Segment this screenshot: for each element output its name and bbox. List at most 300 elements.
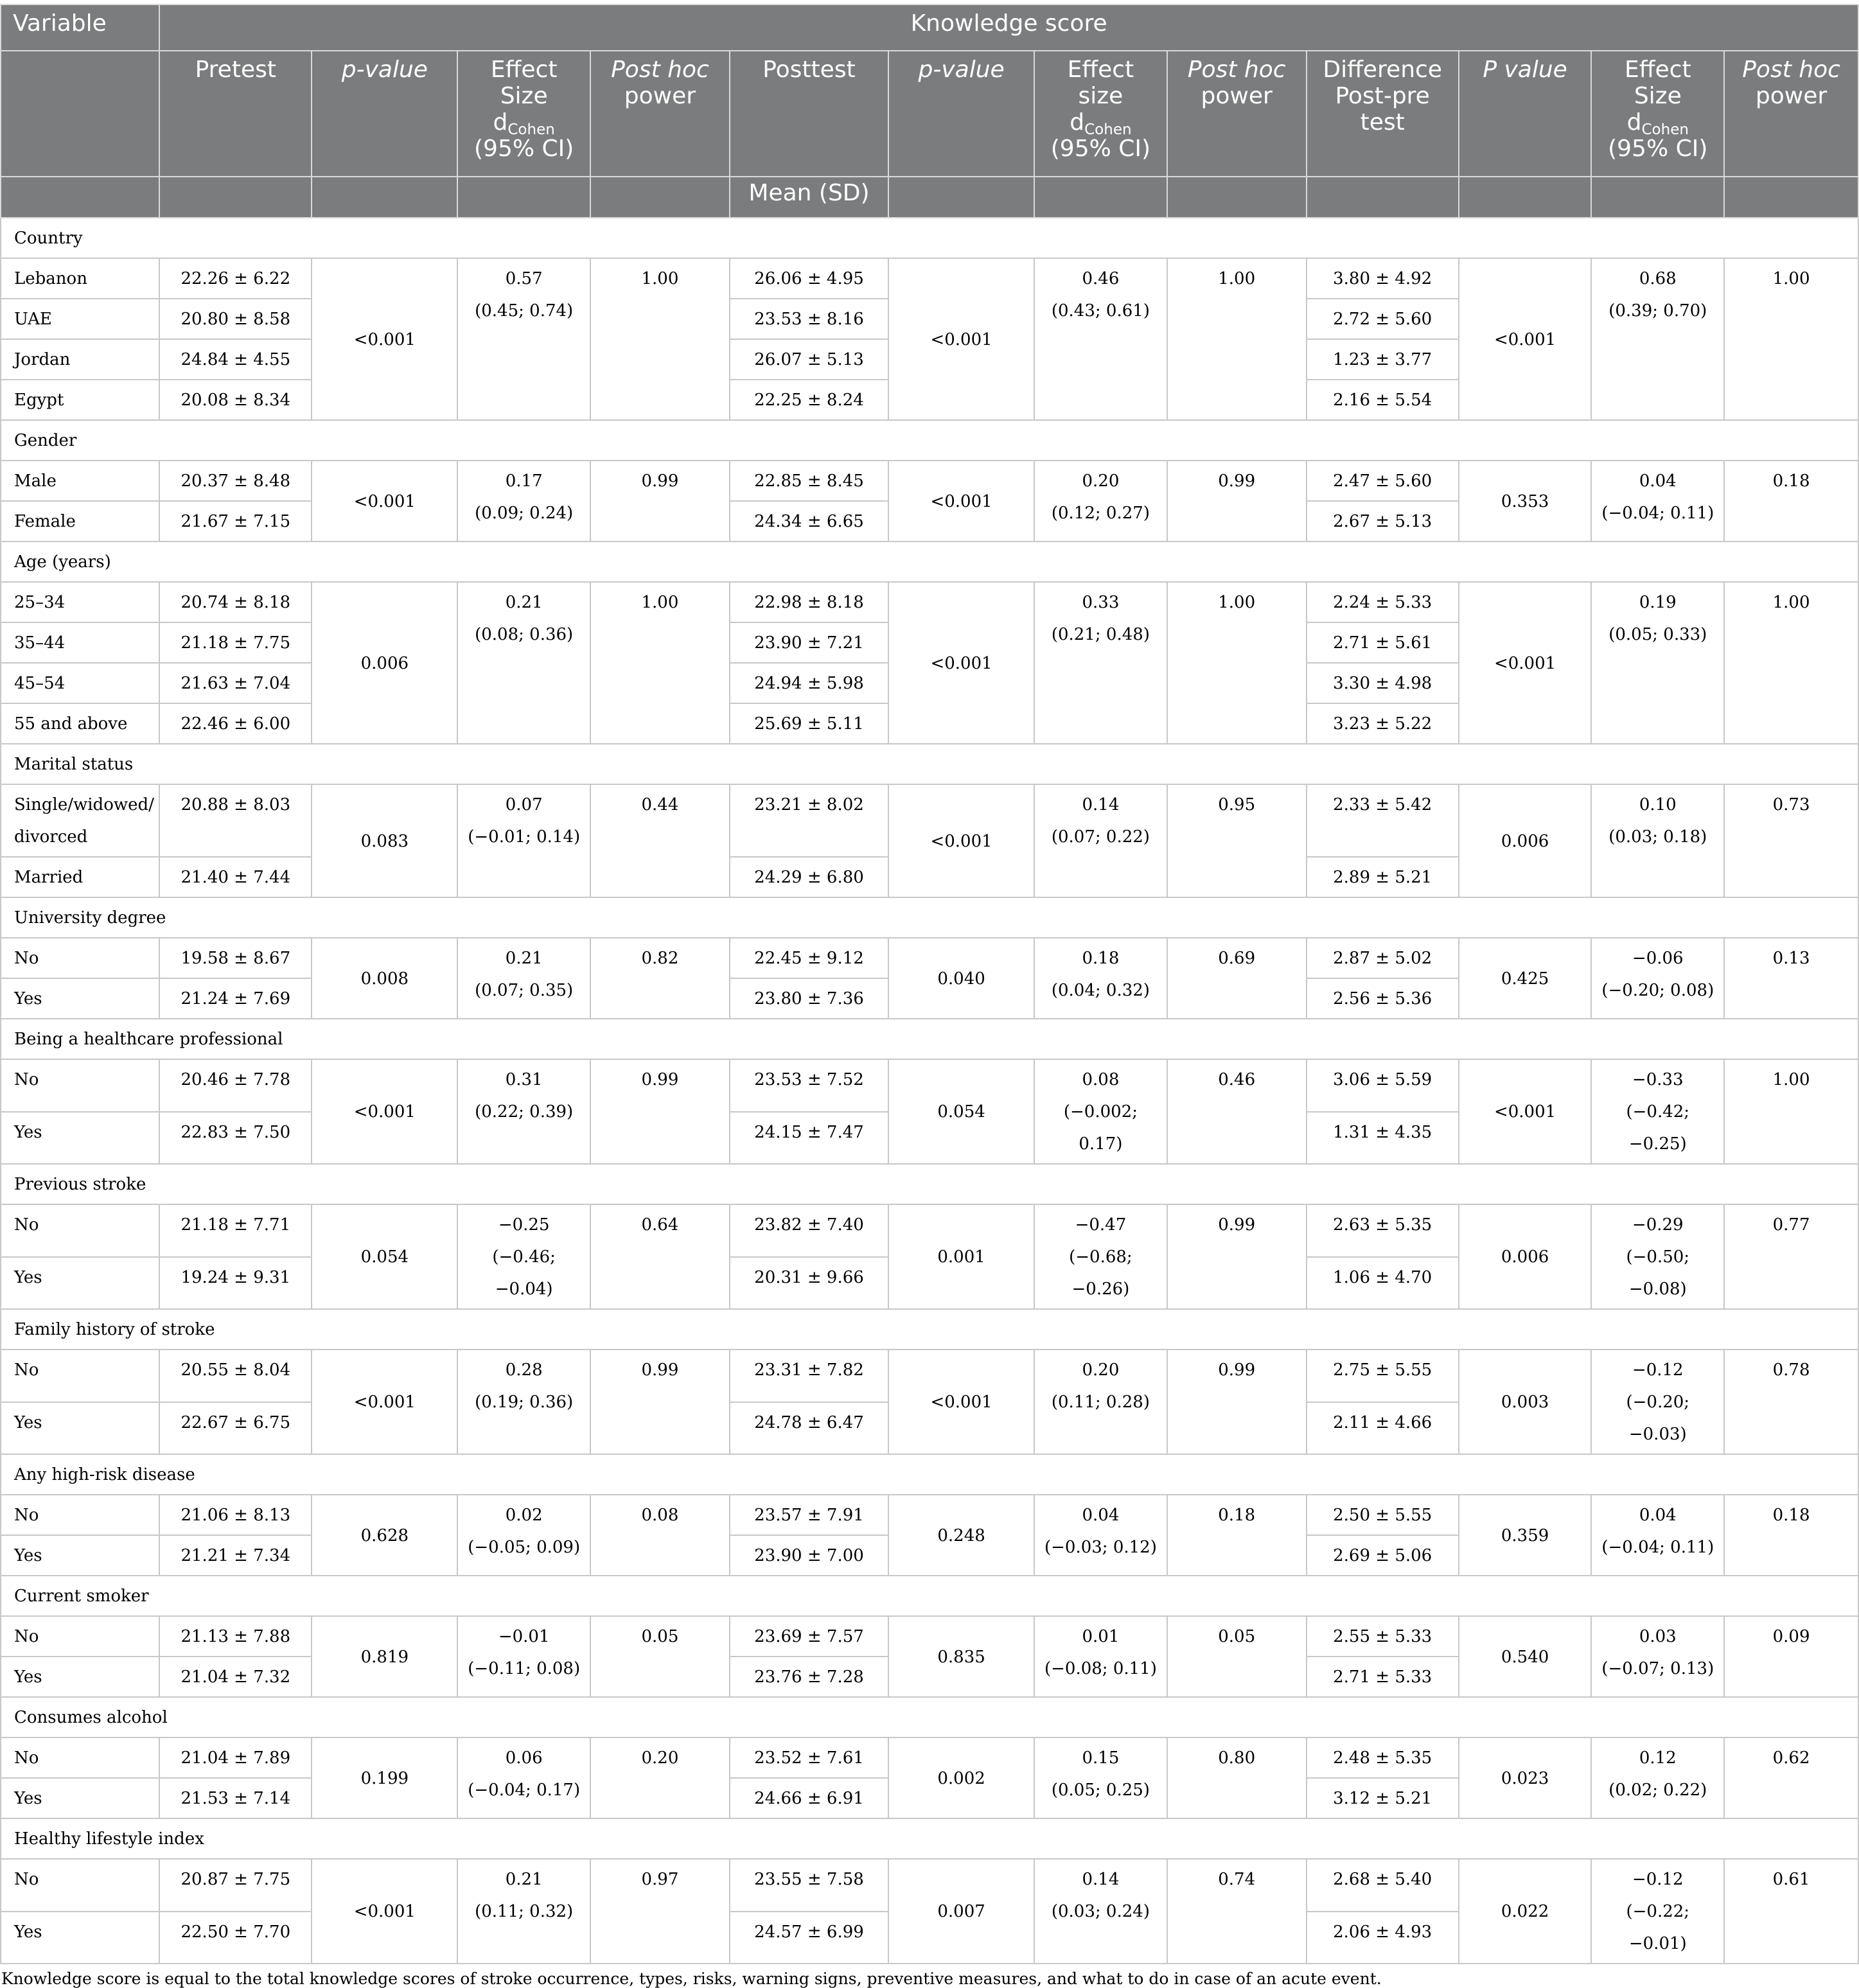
pretest-value: 20.08 ± 8.34	[159, 380, 312, 420]
pretest-value: 21.18 ± 7.71	[159, 1204, 312, 1257]
difference-effect-size-line: −0.25)	[1628, 1134, 1687, 1154]
posttest-effect-size-line: (−0.08; 0.11)	[1044, 1659, 1157, 1678]
blank-header	[312, 177, 457, 218]
posttest-effect-size-line: 0.08	[1082, 1070, 1120, 1089]
difference-value: 2.87 ± 5.02	[1307, 938, 1459, 978]
table-row	[1, 258, 1858, 299]
posttest-value: 24.29 ± 6.80	[730, 857, 888, 897]
difference-pvalue: 0.353	[1459, 461, 1592, 541]
pretest-pvalue-header	[312, 51, 457, 177]
pretest-value: 22.26 ± 6.22	[159, 258, 312, 299]
d-label: d	[493, 109, 508, 136]
blank-header	[1724, 177, 1858, 218]
difference-value: 2.06 ± 4.93	[1307, 1912, 1459, 1964]
difference-effect-size	[1591, 1059, 1724, 1164]
pretest-value: 21.04 ± 7.32	[159, 1657, 312, 1697]
section-title: University degree	[1, 897, 1858, 938]
pretest-effect-size-line: (−0.04; 0.17)	[468, 1781, 581, 1800]
pretest-value: 21.40 ± 7.44	[159, 857, 312, 897]
posttest-effect-size	[1034, 1350, 1167, 1454]
row-label: No	[1, 938, 159, 978]
size-line: Size	[500, 83, 548, 109]
pretest-effect-size-line: (0.09; 0.24)	[475, 504, 574, 523]
section-header-row	[1, 1697, 1858, 1737]
pretest-power: 0.82	[590, 938, 730, 1019]
pretest-effect-size	[457, 1737, 590, 1818]
table-row	[1, 461, 1858, 501]
difference-effect-size	[1591, 938, 1724, 1019]
row-label-line: divorced	[14, 827, 88, 847]
variable-header: Variable	[1, 4, 159, 51]
difference-effect-size	[1591, 1737, 1724, 1818]
blank-header	[888, 177, 1034, 218]
difference-effect-size-header	[1591, 51, 1724, 177]
posttest-effect-size-line: 0.15	[1082, 1748, 1120, 1768]
pvalue-label: P value	[1483, 57, 1567, 83]
posttest-effect-size	[1034, 784, 1167, 897]
difference-value: 2.75 ± 5.55	[1307, 1350, 1459, 1402]
pretest-value: 20.80 ± 8.58	[159, 299, 312, 339]
pretest-effect-size	[457, 1059, 590, 1164]
posttest-effect-size-line: (−0.68;	[1069, 1247, 1132, 1267]
section-header-row	[1, 1309, 1858, 1350]
difference-effect-size	[1591, 1204, 1724, 1309]
difference-value: 2.24 ± 5.33	[1307, 582, 1459, 622]
pretest-effect-size	[457, 461, 590, 541]
difference-pvalue: 0.022	[1459, 1859, 1592, 1964]
table-header	[1, 4, 1858, 218]
blank-header	[1307, 177, 1459, 218]
difference-effect-size-line: (−0.20;	[1626, 1393, 1690, 1412]
pretest-power: 1.00	[590, 582, 730, 744]
size-line: Size	[1634, 83, 1682, 109]
difference-effect-size	[1591, 784, 1724, 897]
posttest-effect-size-line: 0.18	[1082, 949, 1120, 968]
knowledge-score-header: Knowledge score	[159, 4, 1858, 51]
posttest-effect-size	[1034, 1737, 1167, 1818]
post-pre-line: Post-pre test	[1335, 83, 1430, 136]
pretest-pvalue: 0.199	[312, 1737, 457, 1818]
table-container	[0, 4, 1859, 1988]
posttest-effect-size-line: (0.11; 0.28)	[1051, 1393, 1150, 1412]
section-header-row	[1, 420, 1858, 461]
pretest-value: 20.74 ± 8.18	[159, 582, 312, 622]
pretest-value: 21.06 ± 8.13	[159, 1495, 312, 1535]
posttest-effect-size-line: (0.03; 0.24)	[1051, 1902, 1150, 1921]
pretest-value: 21.04 ± 7.89	[159, 1737, 312, 1778]
pretest-value: 21.21 ± 7.34	[159, 1535, 312, 1576]
pretest-effect-size-line: 0.17	[505, 471, 543, 491]
posttest-effect-size-line: 0.01	[1082, 1627, 1120, 1646]
difference-value: 2.11 ± 4.66	[1307, 1402, 1459, 1455]
section-title: Gender	[1, 420, 1858, 461]
posttest-effect-size	[1034, 1059, 1167, 1164]
d-line	[462, 109, 586, 136]
difference-value: 3.06 ± 5.59	[1307, 1059, 1459, 1112]
difference-pvalue: 0.003	[1459, 1350, 1592, 1454]
posttest-pvalue: <0.001	[888, 258, 1034, 420]
posttest-power: 0.69	[1167, 938, 1307, 1019]
difference-effect-size-line: −0.01)	[1628, 1934, 1687, 1953]
posttest-effect-size-line: (−0.002; 0.17)	[1063, 1102, 1138, 1154]
row-label: Yes	[1, 1535, 159, 1576]
difference-value: 3.23 ± 5.22	[1307, 703, 1459, 744]
difference-effect-size-line: (−0.04; 0.11)	[1601, 1538, 1714, 1557]
posttest-effect-size-line: 0.14	[1082, 795, 1120, 814]
difference-value: 1.23 ± 3.77	[1307, 339, 1459, 380]
difference-effect-size-line: (0.02; 0.22)	[1608, 1781, 1707, 1800]
row-label: No	[1, 1616, 159, 1657]
difference-power: 1.00	[1724, 258, 1858, 420]
pretest-effect-size-line: (0.08; 0.36)	[475, 625, 574, 644]
posttest-effect-size-line: (0.04; 0.32)	[1051, 981, 1150, 1000]
row-label: 25–34	[1, 582, 159, 622]
pretest-effect-size-line: −0.04)	[495, 1280, 553, 1299]
posttest-power: 0.46	[1167, 1059, 1307, 1164]
pretest-effect-size-line: (−0.05; 0.09)	[468, 1538, 581, 1557]
difference-effect-size-line: 0.19	[1639, 593, 1677, 612]
section-header-row	[1, 1164, 1858, 1204]
posttest-pvalue: 0.007	[888, 1859, 1034, 1964]
difference-pvalue: 0.540	[1459, 1616, 1592, 1697]
posttest-effect-size-line: (0.05; 0.25)	[1051, 1781, 1150, 1800]
posttest-power: 1.00	[1167, 258, 1307, 420]
blank-header	[1591, 177, 1724, 218]
pretest-pvalue: <0.001	[312, 1059, 457, 1164]
pretest-effect-size	[457, 1204, 590, 1309]
difference-power: 0.09	[1724, 1616, 1858, 1697]
pretest-pvalue: 0.819	[312, 1616, 457, 1697]
row-label: Egypt	[1, 380, 159, 420]
posttest-posthoc-header	[1167, 51, 1307, 177]
blank-header	[1459, 177, 1592, 218]
d-label: d	[1070, 109, 1085, 136]
difference-power: 1.00	[1724, 1059, 1858, 1164]
posttest-power: 0.18	[1167, 1495, 1307, 1576]
pretest-power: 1.00	[590, 258, 730, 420]
difference-effect-size-line: (−0.50;	[1626, 1247, 1690, 1267]
section-header-row	[1, 1019, 1858, 1059]
posttest-effect-size-line: (0.21; 0.48)	[1051, 625, 1150, 644]
d-label: d	[1626, 109, 1642, 136]
blank-header	[457, 177, 590, 218]
power-line: power	[1755, 83, 1828, 109]
posttest-effect-size-line: (0.07; 0.22)	[1051, 827, 1150, 847]
posttest-pvalue: <0.001	[888, 461, 1034, 541]
table-row	[1, 1350, 1858, 1402]
table-row	[1, 1859, 1858, 1912]
section-title: Being a healthcare professional	[1, 1019, 1858, 1059]
difference-value: 2.16 ± 5.54	[1307, 380, 1459, 420]
row-label-line: Single/widowed/	[14, 795, 154, 814]
knowledge-score-table	[0, 4, 1859, 1964]
row-label: Male	[1, 461, 159, 501]
posttest-effect-size-line: 0.14	[1082, 1870, 1120, 1889]
posttest-effect-size	[1034, 258, 1167, 420]
posttest-effect-size-line: 0.33	[1082, 593, 1120, 612]
pretest-effect-size	[457, 1350, 590, 1454]
pretest-value: 22.83 ± 7.50	[159, 1112, 312, 1165]
table-row	[1, 1204, 1858, 1257]
posttest-effect-size	[1034, 1495, 1167, 1576]
posthoc-line: Post hoc	[1742, 57, 1840, 83]
posttest-power: 0.05	[1167, 1616, 1307, 1697]
difference-effect-size-line: 0.68	[1639, 269, 1677, 288]
row-label: Yes	[1, 1402, 159, 1455]
pretest-power: 0.99	[590, 1350, 730, 1454]
pvalue-label: p-value	[918, 57, 1005, 83]
difference-value: 3.12 ± 5.21	[1307, 1778, 1459, 1818]
difference-pvalue: <0.001	[1459, 582, 1592, 744]
pretest-effect-size-header	[457, 51, 590, 177]
pretest-value: 24.84 ± 4.55	[159, 339, 312, 380]
posttest-effect-size-line: (0.12; 0.27)	[1051, 504, 1150, 523]
difference-power: 0.73	[1724, 784, 1858, 897]
difference-effect-size-line: (−0.22;	[1626, 1902, 1690, 1921]
posttest-power: 0.74	[1167, 1859, 1307, 1964]
difference-value: 2.68 ± 5.40	[1307, 1859, 1459, 1912]
posttest-pvalue: 0.040	[888, 938, 1034, 1019]
difference-effect-size-line: 0.04	[1639, 1506, 1677, 1525]
section-header-row	[1, 897, 1858, 938]
pretest-pvalue: 0.628	[312, 1495, 457, 1576]
table-row	[1, 582, 1858, 622]
posttest-pvalue: <0.001	[888, 784, 1034, 897]
posttest-effect-size	[1034, 582, 1167, 744]
table-row	[1, 1737, 1858, 1778]
posttest-effect-size-line: (−0.03; 0.12)	[1044, 1538, 1157, 1557]
row-label: 35–44	[1, 622, 159, 663]
pretest-power: 0.97	[590, 1859, 730, 1964]
posttest-value: 23.55 ± 7.58	[730, 1859, 888, 1912]
difference-pvalue-header	[1459, 51, 1592, 177]
posttest-effect-size-line: 0.20	[1082, 471, 1120, 491]
posttest-value: 23.53 ± 7.52	[730, 1059, 888, 1112]
blank-header	[1, 177, 159, 218]
pretest-effect-size-line: (0.19; 0.36)	[475, 1393, 574, 1412]
posttest-header: Posttest	[730, 51, 888, 177]
posthoc-line: Post hoc	[1187, 57, 1286, 83]
section-header-row	[1, 541, 1858, 582]
difference-pvalue: <0.001	[1459, 1059, 1592, 1164]
pretest-power: 0.08	[590, 1495, 730, 1576]
pretest-effect-size-line: (−0.46;	[492, 1247, 556, 1267]
pretest-pvalue: <0.001	[312, 461, 457, 541]
posttest-value: 22.45 ± 9.12	[730, 938, 888, 978]
difference-power: 1.00	[1724, 582, 1858, 744]
table-row	[1, 938, 1858, 978]
section-header-row	[1, 744, 1858, 784]
power-line: power	[624, 83, 696, 109]
pretest-effect-size-line: 0.21	[505, 593, 543, 612]
difference-effect-size-line: −0.12	[1632, 1360, 1684, 1380]
difference-pvalue: 0.023	[1459, 1737, 1592, 1818]
pretest-effect-size-line: (−0.11; 0.08)	[468, 1659, 581, 1678]
difference-value: 2.55 ± 5.33	[1307, 1616, 1459, 1657]
ci-line: (95% CI)	[1608, 136, 1708, 162]
row-label: Lebanon	[1, 258, 159, 299]
posttest-pvalue: 0.002	[888, 1737, 1034, 1818]
difference-power: 0.18	[1724, 1495, 1858, 1576]
row-label: Yes	[1, 1912, 159, 1964]
posttest-value: 24.66 ± 6.91	[730, 1778, 888, 1818]
difference-effect-size-line: (0.39; 0.70)	[1608, 301, 1707, 321]
row-label	[1, 784, 159, 857]
posttest-value: 25.69 ± 5.11	[730, 703, 888, 744]
posttest-power: 0.80	[1167, 1737, 1307, 1818]
pretest-effect-size-line: 0.02	[505, 1506, 543, 1525]
effect-line: Effect	[1624, 57, 1691, 83]
ci-line: (95% CI)	[1050, 136, 1151, 162]
mean-sd-header: Mean (SD)	[730, 177, 888, 218]
posttest-power: 0.95	[1167, 784, 1307, 897]
pretest-effect-size-line: 0.07	[505, 795, 543, 814]
posttest-value: 24.78 ± 6.47	[730, 1402, 888, 1455]
pretest-effect-size-line: (0.22; 0.39)	[475, 1102, 574, 1122]
difference-value: 2.89 ± 5.21	[1307, 857, 1459, 897]
difference-effect-size	[1591, 1350, 1724, 1454]
difference-effect-size-line: −0.06	[1632, 949, 1684, 968]
pretest-power: 0.05	[590, 1616, 730, 1697]
posttest-value: 23.90 ± 7.00	[730, 1535, 888, 1576]
section-header-row	[1, 218, 1858, 258]
pretest-effect-size	[457, 784, 590, 897]
section-title: Family history of stroke	[1, 1309, 1858, 1350]
posttest-effect-size	[1034, 1616, 1167, 1697]
posttest-power: 0.99	[1167, 461, 1307, 541]
pretest-effect-size	[457, 938, 590, 1019]
difference-effect-size	[1591, 582, 1724, 744]
difference-value: 2.47 ± 5.60	[1307, 461, 1459, 501]
pretest-pvalue: 0.008	[312, 938, 457, 1019]
pretest-power: 0.44	[590, 784, 730, 897]
table-row	[1, 1059, 1858, 1112]
pretest-value: 22.50 ± 7.70	[159, 1912, 312, 1964]
posttest-effect-size-line: −0.26)	[1071, 1280, 1130, 1299]
size-line: size	[1078, 83, 1123, 109]
section-title: Previous stroke	[1, 1164, 1858, 1204]
row-label: No	[1, 1059, 159, 1112]
difference-pvalue: 0.425	[1459, 938, 1592, 1019]
posttest-value: 23.21 ± 8.02	[730, 784, 888, 857]
pretest-value: 21.63 ± 7.04	[159, 663, 312, 703]
posttest-value: 24.15 ± 7.47	[730, 1112, 888, 1165]
difference-pvalue: 0.006	[1459, 1204, 1592, 1309]
difference-value: 3.30 ± 4.98	[1307, 663, 1459, 703]
row-label: Yes	[1, 1778, 159, 1818]
posttest-effect-size-line: −0.47	[1075, 1215, 1127, 1235]
difference-header	[1307, 51, 1459, 177]
difference-power: 0.18	[1724, 461, 1858, 541]
pretest-value: 21.18 ± 7.75	[159, 622, 312, 663]
difference-effect-size-line: −0.33	[1632, 1070, 1684, 1089]
difference-value: 2.72 ± 5.60	[1307, 299, 1459, 339]
section-header-row	[1, 1576, 1858, 1616]
difference-effect-size-line: 0.03	[1639, 1627, 1677, 1646]
difference-pvalue: 0.359	[1459, 1495, 1592, 1576]
posttest-power: 0.99	[1167, 1350, 1307, 1454]
posttest-pvalue: 0.835	[888, 1616, 1034, 1697]
cohen-sub: Cohen	[1641, 121, 1689, 138]
section-title: Marital status	[1, 744, 1858, 784]
row-label: 45–54	[1, 663, 159, 703]
section-title: Current smoker	[1, 1576, 1858, 1616]
posttest-power: 1.00	[1167, 582, 1307, 744]
pretest-pvalue: <0.001	[312, 1859, 457, 1964]
table-footnote: Knowledge score is equal to the total knowledge scores of stroke occurrence, types, risks, warning signs, preventive measures, and what to do in case of an acute event.	[1, 1969, 1382, 1988]
difference-effect-size-line: (−0.07; 0.13)	[1601, 1659, 1714, 1678]
pvalue-label: p-value	[341, 57, 428, 83]
blank-header	[1, 51, 159, 177]
difference-effect-size-line: (−0.42;	[1626, 1102, 1690, 1122]
difference-value: 3.80 ± 4.92	[1307, 258, 1459, 299]
difference-value: 2.71 ± 5.33	[1307, 1657, 1459, 1697]
row-label: No	[1, 1495, 159, 1535]
posttest-pvalue: <0.001	[888, 1350, 1034, 1454]
difference-effect-size-line: 0.04	[1639, 471, 1677, 491]
section-title: Age (years)	[1, 541, 1858, 582]
row-label: Yes	[1, 1257, 159, 1310]
row-label: UAE	[1, 299, 159, 339]
blank-header	[1167, 177, 1307, 218]
section-header-row	[1, 1818, 1858, 1859]
pretest-value: 20.88 ± 8.03	[159, 784, 312, 857]
difference-effect-size	[1591, 258, 1724, 420]
difference-effect-size	[1591, 1616, 1724, 1697]
pretest-effect-size-line: −0.01	[498, 1627, 550, 1646]
pretest-value: 20.46 ± 7.78	[159, 1059, 312, 1112]
difference-posthoc-header	[1724, 51, 1858, 177]
pretest-effect-size	[457, 1495, 590, 1576]
difference-effect-size-line: 0.10	[1639, 795, 1677, 814]
section-title: Country	[1, 218, 1858, 258]
difference-line: Difference	[1323, 57, 1442, 83]
difference-effect-size-line: (−0.20; 0.08)	[1601, 981, 1714, 1000]
posttest-effect-size	[1034, 1859, 1167, 1964]
table-body	[1, 218, 1858, 1964]
posttest-effect-size-line: 0.46	[1082, 269, 1120, 288]
pretest-pvalue: 0.054	[312, 1204, 457, 1309]
difference-pvalue: 0.006	[1459, 784, 1592, 897]
difference-effect-size-line: −0.12	[1632, 1870, 1684, 1889]
posttest-effect-size	[1034, 1204, 1167, 1309]
row-label: No	[1, 1859, 159, 1912]
posttest-value: 23.57 ± 7.91	[730, 1495, 888, 1535]
pretest-value: 22.46 ± 6.00	[159, 703, 312, 744]
blank-header	[590, 177, 730, 218]
effect-line: Effect	[1067, 57, 1134, 83]
posttest-value: 24.94 ± 5.98	[730, 663, 888, 703]
posttest-value: 24.57 ± 6.99	[730, 1912, 888, 1964]
difference-value: 2.50 ± 5.55	[1307, 1495, 1459, 1535]
posttest-value: 23.69 ± 7.57	[730, 1616, 888, 1657]
pretest-effect-size-line: 0.21	[505, 949, 543, 968]
table-row	[1, 1495, 1858, 1535]
difference-effect-size-line: −0.08)	[1628, 1280, 1687, 1299]
section-header-row	[1, 1454, 1858, 1495]
section-title: Healthy lifestyle index	[1, 1818, 1858, 1859]
pretest-effect-size	[457, 1616, 590, 1697]
difference-effect-size-line: −0.03)	[1628, 1425, 1687, 1444]
posttest-value: 26.07 ± 5.13	[730, 339, 888, 380]
difference-effect-size	[1591, 1859, 1724, 1964]
posttest-effect-size	[1034, 461, 1167, 541]
difference-value: 2.71 ± 5.61	[1307, 622, 1459, 663]
pretest-effect-size-line: −0.25	[498, 1215, 550, 1235]
pretest-effect-size-line: 0.21	[505, 1870, 543, 1889]
posthoc-line: Post hoc	[611, 57, 709, 83]
difference-value: 2.63 ± 5.35	[1307, 1204, 1459, 1257]
